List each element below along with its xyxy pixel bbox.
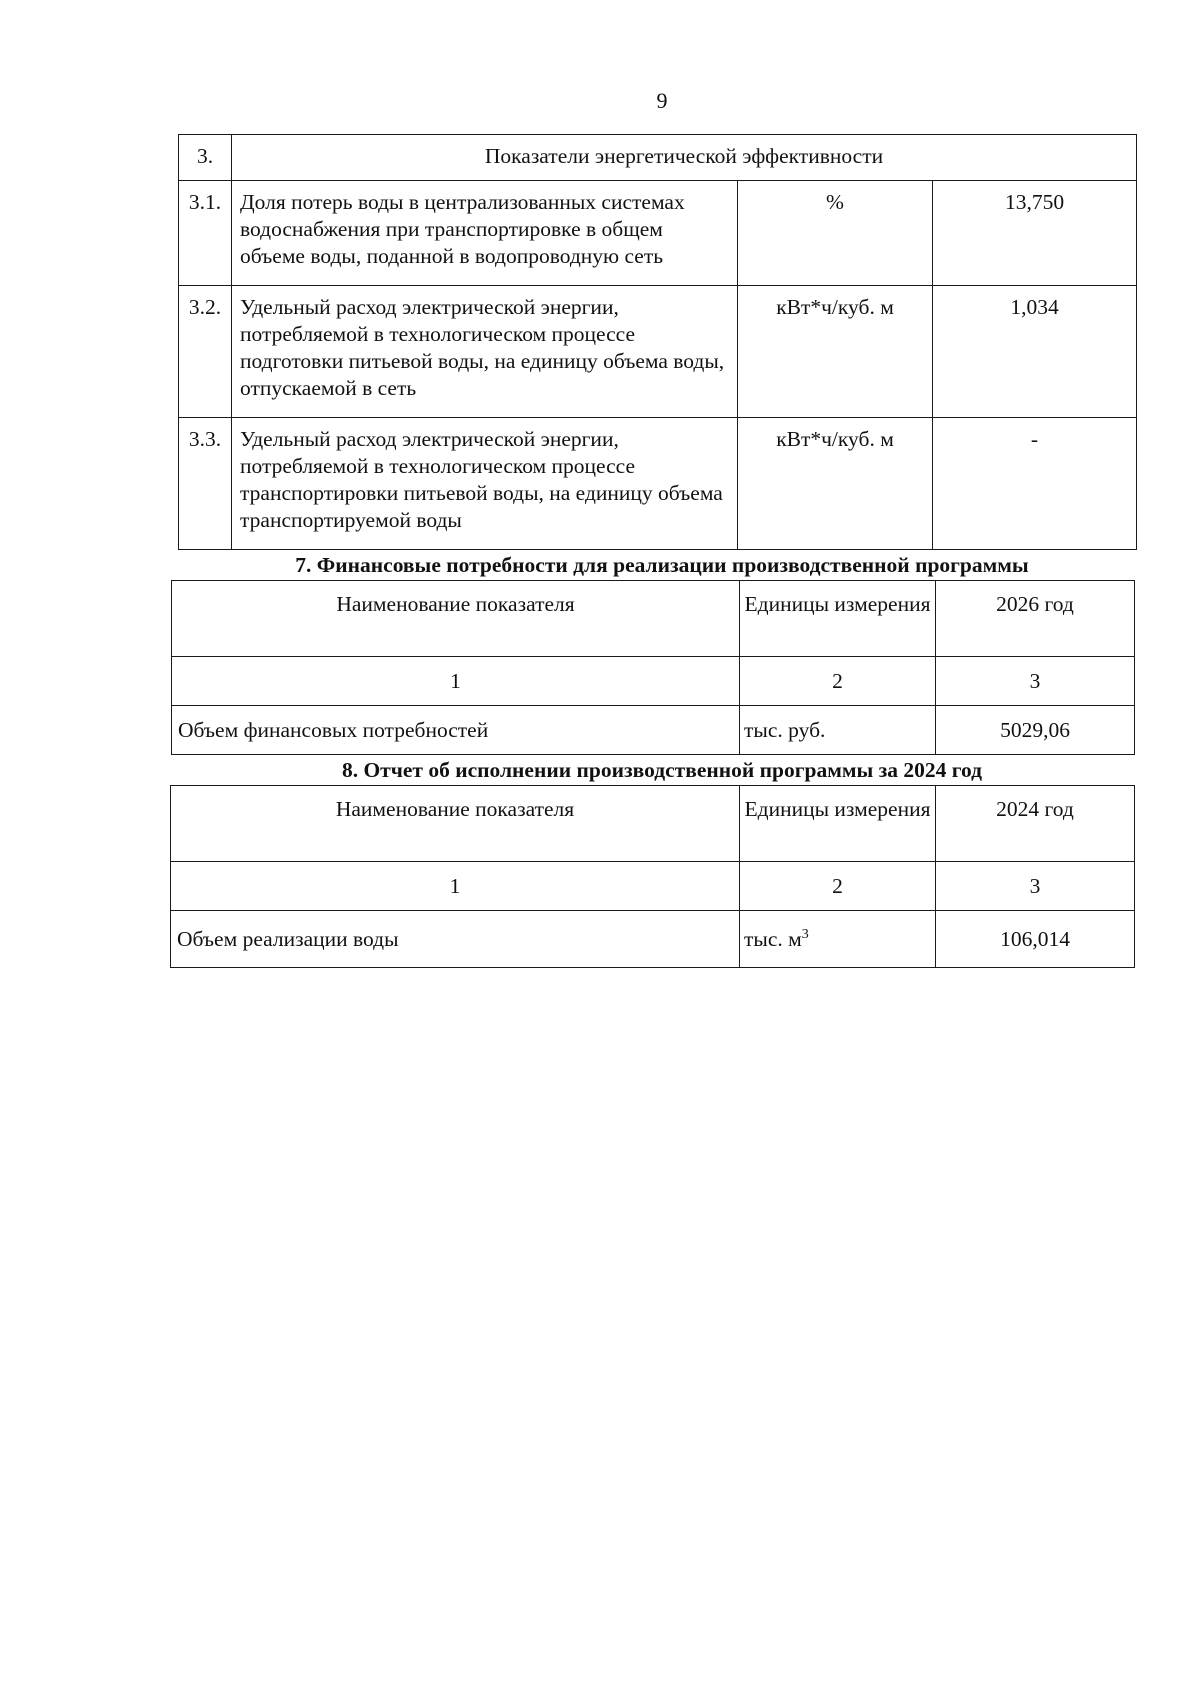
table-header-row xyxy=(172,581,1135,657)
program-report-table xyxy=(170,785,1135,968)
unit-superscript: 3 xyxy=(801,926,809,942)
column-index: 2 xyxy=(740,657,936,706)
table-row xyxy=(179,286,1137,418)
column-index: 2 xyxy=(740,862,936,911)
table-row xyxy=(171,911,1135,968)
table-row xyxy=(172,706,1135,755)
table-row xyxy=(179,418,1137,550)
section-8-title: 8. Отчет об исполнении производственной программы за 2024 год xyxy=(341,758,983,782)
table-row xyxy=(179,181,1137,286)
indicator-unit: кВт*ч/куб. м xyxy=(738,418,933,550)
column-index: 3 xyxy=(936,657,1135,706)
row-number: 3.2. xyxy=(179,286,232,418)
indicator-value: 106,014 xyxy=(936,911,1135,968)
column-index: 3 xyxy=(936,862,1135,911)
column-header-unit: Единицы измерения xyxy=(740,581,936,657)
column-header-name: Наименование показателя xyxy=(172,581,740,657)
column-header-name: Наименование показателя xyxy=(171,786,740,862)
page-number: 9 xyxy=(656,88,668,113)
indicator-value: 13,750 xyxy=(933,181,1137,286)
indicator-unit xyxy=(740,911,936,968)
indicator-unit: тыс. руб. xyxy=(740,706,936,755)
financial-needs-table xyxy=(171,580,1135,755)
indicator-unit: кВт*ч/куб. м xyxy=(738,286,933,418)
table-header-row xyxy=(171,786,1135,862)
indicator-name: Удельный расход электрической энергии, потребляемой в технологическом процессе транспортировки питьевой воды, на единицу объема транспортируемой воды xyxy=(232,418,738,550)
indicator-value: - xyxy=(933,418,1137,550)
unit-text: тыс. м xyxy=(744,926,802,951)
section-title: Показатели энергетической эффективности xyxy=(232,135,1137,181)
column-header-unit: Единицы измерения xyxy=(740,786,936,862)
indicator-name: Объем реализации воды xyxy=(171,911,740,968)
column-header-year: 2024 год xyxy=(936,786,1135,862)
column-header-year: 2026 год xyxy=(936,581,1135,657)
section-number: 3. xyxy=(179,135,232,181)
row-number: 3.1. xyxy=(179,181,232,286)
table-row xyxy=(179,135,1137,181)
indicator-value: 5029,06 xyxy=(936,706,1135,755)
indicator-name: Доля потерь воды в централизованных системах водоснабжения при транспортировке в общем объеме воды, поданной в водопроводную сеть xyxy=(232,181,738,286)
indicator-value: 1,034 xyxy=(933,286,1137,418)
indicator-unit: % xyxy=(738,181,933,286)
column-index: 1 xyxy=(172,657,740,706)
indicator-name: Объем финансовых потребностей xyxy=(172,706,740,755)
table-index-row xyxy=(171,862,1135,911)
column-index: 1 xyxy=(171,862,740,911)
indicator-name: Удельный расход электрической энергии, потребляемой в технологическом процессе подготовки питьевой воды, на единицу объема воды, отпускаемой в сеть xyxy=(232,286,738,418)
energy-indicators-table xyxy=(178,134,1137,550)
table-index-row xyxy=(172,657,1135,706)
section-7-title: 7. Финансовые потребности для реализации производственной программы xyxy=(295,553,1029,577)
row-number: 3.3. xyxy=(179,418,232,550)
